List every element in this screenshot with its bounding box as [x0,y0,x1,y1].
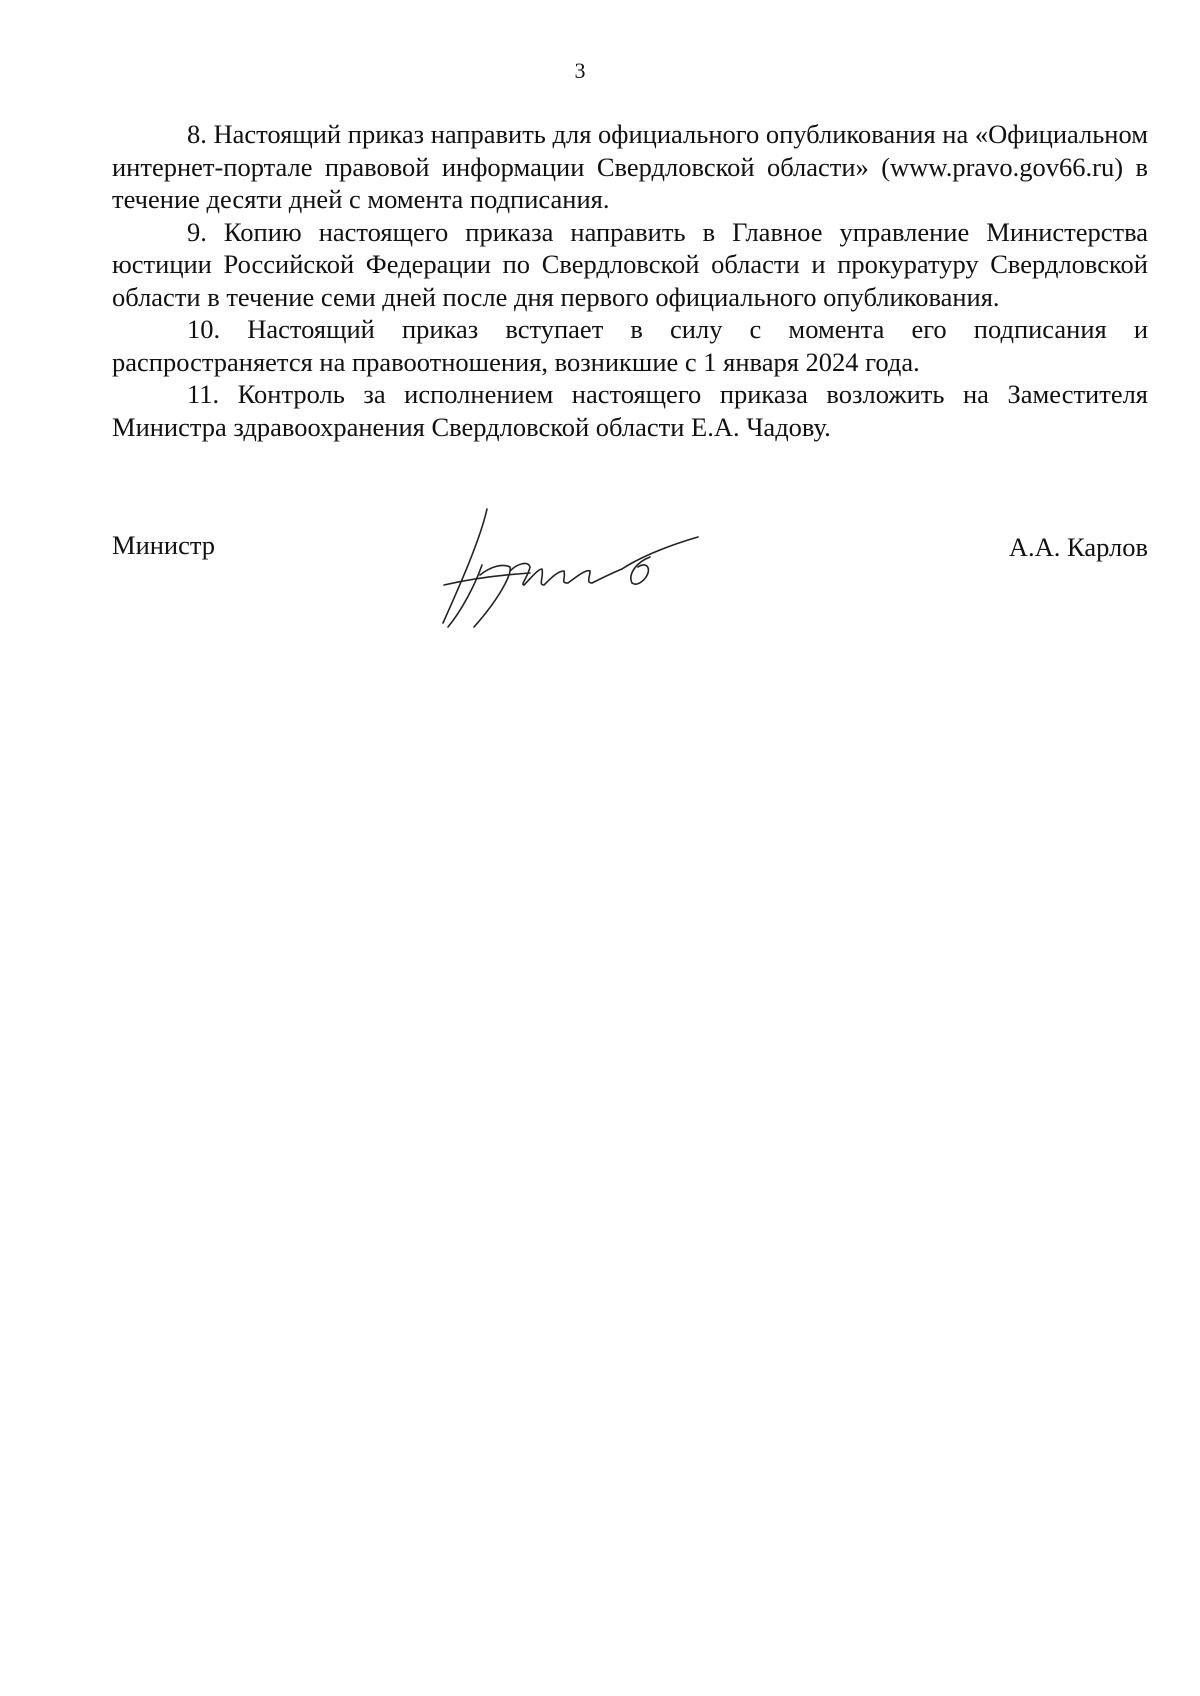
paragraph-11: 11. Контроль за исполнением настоящего приказа возложить на Заместителя Министра здравоохранения Свердловской области Е.А. Чадову. [112,379,1148,442]
signer-title: Министр [112,530,216,560]
page-number: 3 [574,58,586,83]
handwritten-signature-icon [440,505,715,630]
document-body [112,118,1148,443]
paragraph-9: 9. Копию настоящего приказа направить в Главное управление Министерства юстиции Российской Федерации по Свердловской области и прокуратуру Свердловской области в течение семи дней после дня первого официального опубликования. [112,216,1148,312]
paragraph-10: 10. Настоящий приказ вступает в силу с момента его подписания и распространяется на правоотношения, возникшие с 1 января 2024 года. [112,314,1148,377]
paragraph-8: 8. Настоящий приказ направить для официального опубликования на «Официальном интернет-портале правовой информации Свердловской области» (www.pravo.gov66.ru) в течение десяти дней с момента подписания. [112,119,1148,214]
signer-name: А.А. Карлов [1008,532,1148,562]
